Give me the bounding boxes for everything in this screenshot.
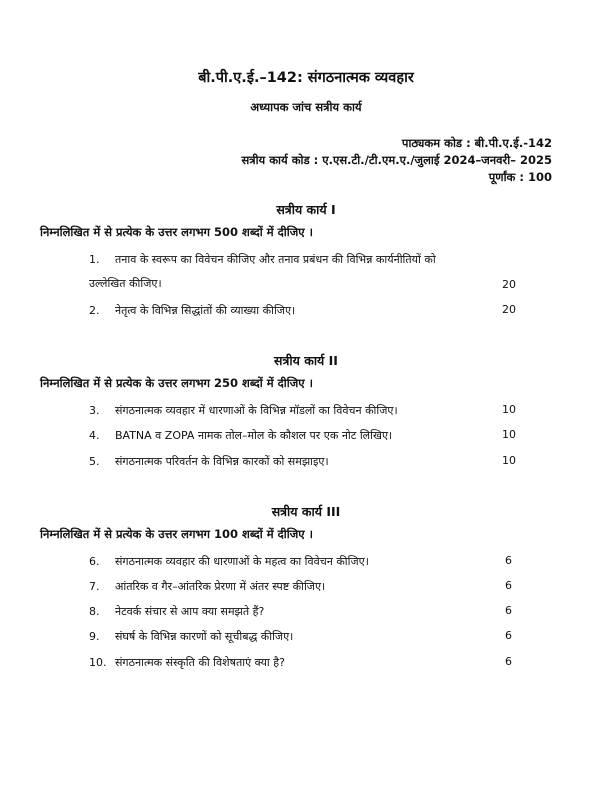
question-1 [89, 252, 436, 290]
section-1-heading: सत्रीय कार्य I [276, 202, 336, 217]
question-text: BATNA व ZOPA नामक तोल–मोल के कौशल पर एक नोट लिखिए। [115, 429, 393, 442]
question-number: 2. [89, 304, 100, 317]
question-5-marks: 10 [502, 454, 516, 467]
question-number: 7. [89, 580, 100, 593]
question-4-marks: 10 [502, 428, 516, 441]
question-number: 4. [89, 429, 100, 442]
question-4 [89, 428, 392, 443]
question-6 [89, 554, 369, 569]
question-text: संगठनात्मक व्यवहार की धारणाओं के महत्व का विवेचन कीजिए। [115, 555, 369, 568]
question-number: 6. [89, 555, 100, 568]
question-text: तनाव के स्वरूप का विवेचन कीजिए और तनाव प्रबंधन की विभिन्न कार्यनीतियों को [115, 253, 436, 266]
max-marks: पूर्णांक : 100 [488, 170, 552, 184]
question-text: संगठनात्मक संस्कृति की विशेषताएं क्या है? [115, 656, 285, 669]
question-6-marks: 6 [505, 554, 512, 567]
question-number: 3. [89, 404, 100, 417]
question-9 [89, 629, 293, 644]
document-title: बी.पी.ए.ई.–142: संगठनात्मक व्यवहार [198, 70, 414, 86]
section-1-instruction: निम्नलिखित में से प्रत्येक के उत्तर लगभग 500 शब्दों में दीजिए । [40, 225, 313, 239]
question-number: 10. [89, 656, 107, 669]
question-text: संघर्ष के विभिन्न कारणों को सूचीबद्ध कीजिए। [115, 630, 294, 643]
question-10-marks: 6 [505, 655, 512, 668]
question-number: 9. [89, 630, 100, 643]
question-9-marks: 6 [505, 629, 512, 642]
question-3-marks: 10 [502, 403, 516, 416]
question-text: संगठनात्मक परिवर्तन के विभिन्न कारकों को समझाइए। [115, 455, 329, 468]
question-5 [89, 454, 329, 469]
question-3 [89, 403, 398, 418]
question-number: 8. [89, 605, 100, 618]
question-2-marks: 20 [502, 303, 516, 316]
question-1-marks: 20 [502, 278, 516, 291]
question-text: नेटवर्क संचार से आप क्या समझते हैं? [115, 605, 265, 618]
question-10 [89, 655, 285, 670]
question-7 [89, 579, 325, 594]
question-text-continued: उल्लेखित कीजिए। [89, 277, 162, 290]
question-8-marks: 6 [505, 604, 512, 617]
question-text: संगठनात्मक व्यवहार में धारणाओं के विभिन्न मॉडलों का विवेचन कीजिए। [115, 404, 398, 417]
document-subtitle: अध्यापक जांच सत्रीय कार्य [250, 100, 362, 114]
course-code: पाठ्यकम कोड : बी.पी.ए.ई.-142 [401, 136, 552, 150]
assignment-code: सत्रीय कार्य कोड : ए.एस.टी./टी.एम.ए./जुलाई 2024–जनवरी– 2025 [241, 153, 552, 167]
question-number: 1. [89, 253, 100, 266]
section-3-heading: सत्रीय कार्य III [271, 504, 341, 519]
question-number: 5. [89, 455, 100, 468]
section-3-instruction: निम्नलिखित में से प्रत्येक के उत्तर लगभग 100 शब्दों में दीजिए । [40, 527, 313, 541]
question-text: आंतरिक व गैर–आंतरिक प्रेरणा में अंतर स्पष्ट कीजिए। [115, 580, 326, 593]
question-8 [89, 604, 264, 619]
section-2-instruction: निम्नलिखित में से प्रत्येक के उत्तर लगभग 250 शब्दों में दीजिए । [40, 376, 313, 390]
question-7-marks: 6 [505, 579, 512, 592]
question-2 [89, 303, 295, 318]
question-text: नेतृत्व के विभिन्न सिद्धांतों की व्याख्या कीजिए। [115, 304, 296, 317]
section-2-heading: सत्रीय कार्य II [274, 353, 338, 368]
